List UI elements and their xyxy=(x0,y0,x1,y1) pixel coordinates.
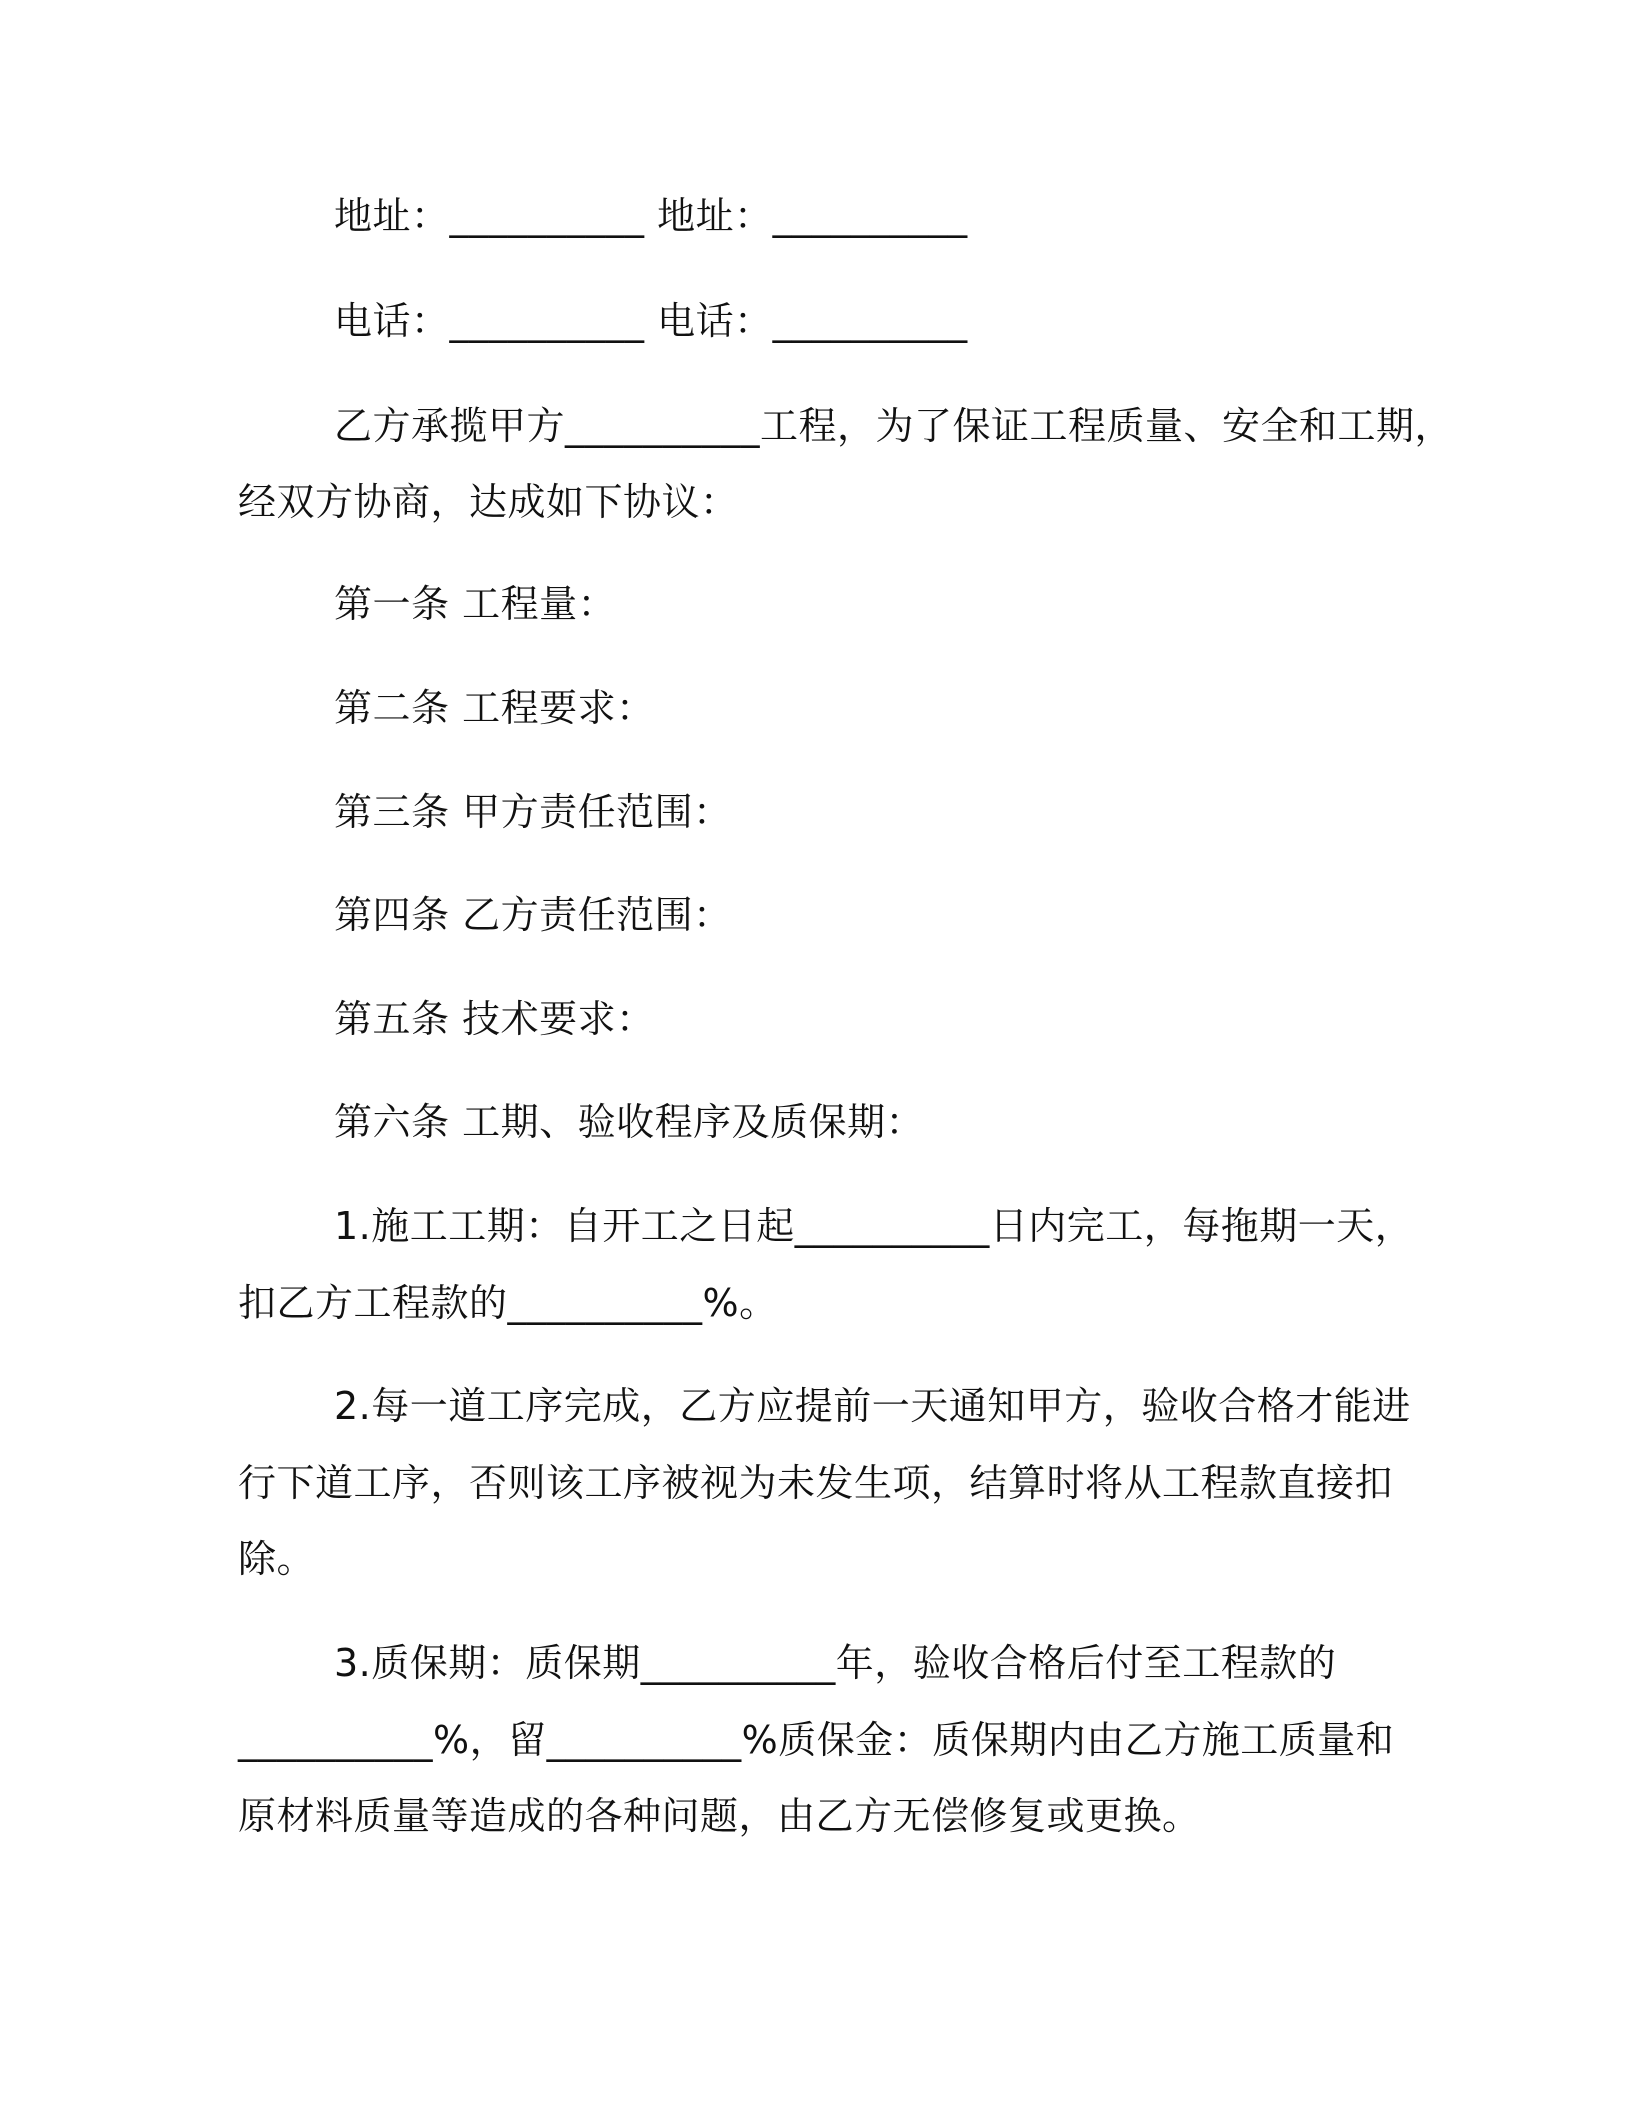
clause-3-line-2: __________%，留__________%质保金：质保期内由乙方施工质量和 xyxy=(238,1718,1395,1762)
article-2-heading: 第二条 工程要求： xyxy=(334,686,655,730)
article-1-heading: 第一条 工程量： xyxy=(334,582,617,626)
clause-1-line-2: 扣乙方工程款的__________%。 xyxy=(238,1281,778,1325)
intro-paragraph-line-1: 乙方承揽甲方__________工程，为了保证工程质量、安全和工期， xyxy=(334,404,1454,448)
clause-1-line-1: 1.施工工期：自开工之日起__________日内完工，每拖期一天， xyxy=(334,1204,1414,1248)
article-5-heading: 第五条 技术要求： xyxy=(334,997,655,1041)
article-6-heading: 第六条 工期、验收程序及质保期： xyxy=(334,1100,925,1144)
clause-3-line-1: 3.质保期：质保期__________年，验收合格后付至工程款的 xyxy=(334,1641,1337,1685)
intro-paragraph-line-2: 经双方协商，达成如下协议： xyxy=(238,480,739,524)
address-line: 地址：__________ 地址：__________ xyxy=(334,194,968,238)
clause-3-line-3: 原材料质量等造成的各种问题，由乙方无偿修复或更换。 xyxy=(238,1794,1201,1838)
clause-2-line-2: 行下道工序，否则该工序被视为未发生项，结算时将从工程款直接扣 xyxy=(238,1461,1394,1505)
article-4-heading: 第四条 乙方责任范围： xyxy=(334,893,732,937)
clause-2-line-1: 2.每一道工序完成，乙方应提前一天通知甲方，验收合格才能进 xyxy=(334,1384,1411,1428)
phone-line: 电话：__________ 电话：__________ xyxy=(334,299,968,343)
article-3-heading: 第三条 甲方责任范围： xyxy=(334,790,732,834)
clause-2-line-3: 除。 xyxy=(238,1537,316,1581)
